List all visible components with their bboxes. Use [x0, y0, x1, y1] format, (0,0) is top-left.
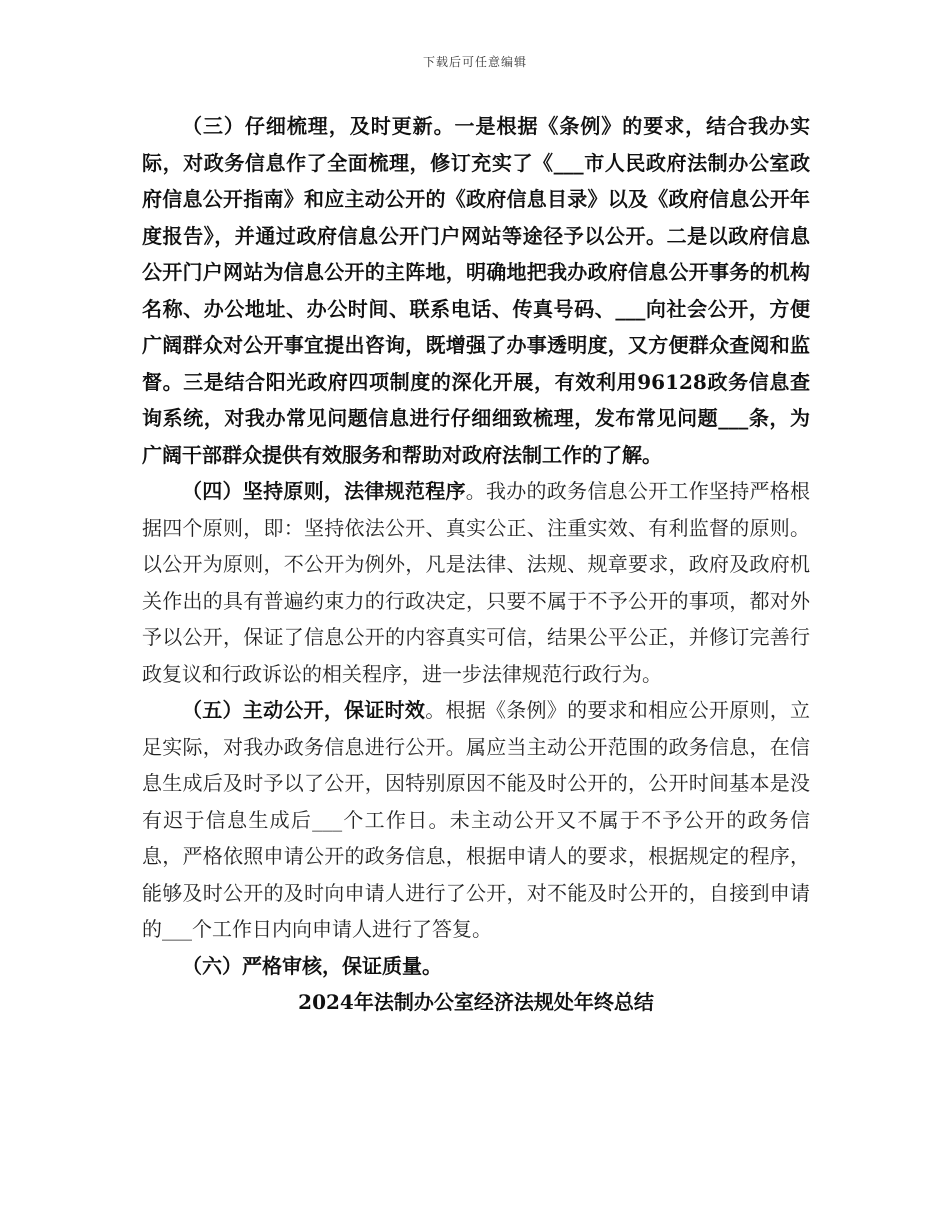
- section-4-body: 。我办的政务信息公开工作坚持严格根据四个原则，即：坚持依法公开、真实公正、注重实效、有利监督的原则。以公开为原则，不公开为例外，凡是法律、法规、规章要求，政府及政府机关作出的具有普遍约束力的行政决定，只要不属于不予公开的事项，都对外予以公开，保证了信息公开的内容真实可信，结果公平公正，并修订完善行政复议和行政诉讼的相关程序，进一步法律规范行政行为。: [142, 479, 811, 686]
- section-4-heading: （四）坚持原则，法律规范程序: [182, 479, 466, 503]
- paragraph-section-5: [142, 692, 810, 948]
- closing-title: 2024年法制办公室经济法规处年终总结: [298, 990, 654, 1014]
- paragraph-section-3: （三）仔细梳理，及时更新。一是根据《条例》的要求，结合我办实际，对政务信息作了全面梳理，修订充实了《___市人民政府法制办公室政府信息公开指南》和应主动公开的《政府信息目录》以及《政府信息公开年度报告》，并通过政府信息公开门户网站等途径予以公开。二是以政府信息公开门户网站为信息公开的主阵地，明确地把我办政府信息公开事务的机构名称、办公地址、办公时间、联系电话、传真号码、___向社会公开，方便广阔群众对公开事宜提出咨询，既增强了办事透明度，又方便群众查阅和监督。三是结合阳光政府四项制度的深化开展，有效利用96128政务信息查询系统，对我办常见问题信息进行仔细细致梳理，发布常见问题___条，为广阔干部群众提供有效服务和帮助对政府法制工作的了解。: [142, 114, 810, 467]
- section-5-heading: （五）主动公开，保证时效: [182, 698, 426, 722]
- page-header-note: 下载后可任意编辑: [422, 55, 527, 69]
- paragraph-section-6: （六）严格审核，保证质量。: [182, 953, 442, 978]
- document-body: [142, 108, 810, 1021]
- section-5-body: 。根据《条例》的要求和相应公开原则，立足实际，对我办政务信息进行公开。属应当主动公开范围的政务信息，在信息生成后及时予以了公开，因特别原因不能及时公开的，公开时间基本是没有迟于信息生成后___个工作日。未主动公开又不属于不予公开的政务信息，严格依照申请公开的政务信息，根据申请人的要求，根据规定的程序，能够及时公开的及时向申请人进行了公开，对不能及时公开的，自接到申请的___个工作日内向申请人进行了答复。: [142, 698, 811, 941]
- paragraph-section-4: [142, 473, 810, 692]
